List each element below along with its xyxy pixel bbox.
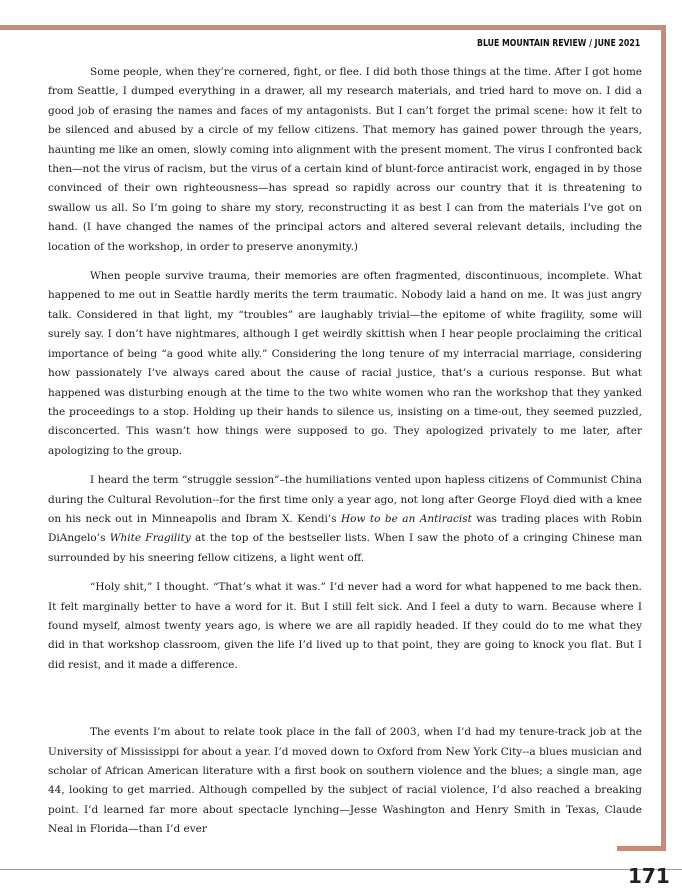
paragraph-2: When people survive trauma, their memories are often fragmented, discontinuous, incomplete. What happened to me out in Seattle hardly merits the term traumatic. Nobody laid a hand on me. It was just angry talk. Considered in that light, my “troubles” are laughably trivial—the epitome of white fragility, some will surely say. I don’t have nightmares, although I get weirdly skittish when I hear people proclaiming the critical importance of being “a good white ally.” Considering the long tenure of my interracial marriage, considering how passionately I’ve always cared about the cause of racial justice, that’s a curious response. But what happened was disturbing enough at the time to the two white women who ran the workshop that they yanked the proceedings to a stop. Holding up their hands to silence us, insisting on a time-out, they seemed puzzled, disconcerted. This wasn’t how things were supposed to go. They apologized privately to me later, after apologizing to the group. xyxy=(48,270,642,457)
paragraph-3-text-middle: was trading places with Robin DiAngelo’s xyxy=(48,512,643,545)
paragraph-3-text-before: I heard the term “struggle session”–the humiliations vented upon hapless citizens of Communist China during the Cultural Revolution--for the first time only a year ago, not long after George Floyd died with a knee on his neck out in Minneapolis and Ibram X. Kendi’s xyxy=(48,474,642,525)
paragraph-1: Some people, when they’re cornered, fight, or flee. I did both those things at the time. After I got home from Seattle, I dumped everything in a drawer, all my research materials, and tried hard to move on. I did a good job of erasing the names and faces of my antagonists. But I can’t forget the primal scene: how it felt to be silenced and abused by a circle of my fellow citizens. That memory has gained power through the years, haunting me like an omen, slowly coming into alignment with the present moment. The virus I confronted back then—not the virus of racism, but the virus of a certain kind of blunt-force antiracist work, engaged in by those convinced of their own righteousness—has spread so rapidly across our country that it is threatening to swallow us all. So I’m going to share my story, reconstructing it as best I can from the materials I’ve got on hand. (I have changed the names of the principal actors and altered several relevant details, including the location of the workshop, in order to preserve anonymity.) xyxy=(48,66,642,253)
book-title-white-fragility: White Fragility xyxy=(109,532,191,545)
article-body xyxy=(48,63,642,850)
paragraph-4: “Holy shit,” I thought. “That’s what it was.” I’d never had a word for what happened to me back then. It felt marginally better to have a word for it. But I still felt sick. And I feel a duty to warn. Because where I found myself, almost twenty years ago, is where we are all rapidly headed. If they could do to me what they did in that workshop classroom, given the life I’d lived up to that point, they are going to knock you flat. But I did resist, and it made a difference. xyxy=(48,581,642,671)
running-header: BLUE MOUNTAIN REVIEW / JUNE 2021 xyxy=(476,38,640,49)
frame-right-border xyxy=(661,25,666,851)
page-number: 171 xyxy=(628,864,670,888)
paragraph-5: The events I’m about to relate took place in the fall of 2003, when I’d had my tenure-track job at the University of Mississippi for about a year. I’d moved down to Oxford from New York City--a blues musician and scholar of African American literature with a first book on southern violence and the blues; a single man, age 44, looking to get married. Although compelled by the subject of racial violence, I’d also reached a breaking point. I’d learned far more about spectacle lynching—Jesse Washington and Henry Smith in Texas, Claude Neal in Florida—than I’d ever xyxy=(48,726,642,836)
section-spacer xyxy=(48,685,642,723)
book-title-antiracist: How to be an Antiracist xyxy=(341,512,472,525)
paragraph-3 xyxy=(48,471,642,568)
paragraph-3-text-after: at the top of the bestseller lists. When I saw the photo of a cringing Chinese man surrounded by his sneering fellow citizens, a light went off. xyxy=(48,532,642,564)
frame-top-border xyxy=(0,25,666,30)
footer-rule xyxy=(0,869,682,870)
